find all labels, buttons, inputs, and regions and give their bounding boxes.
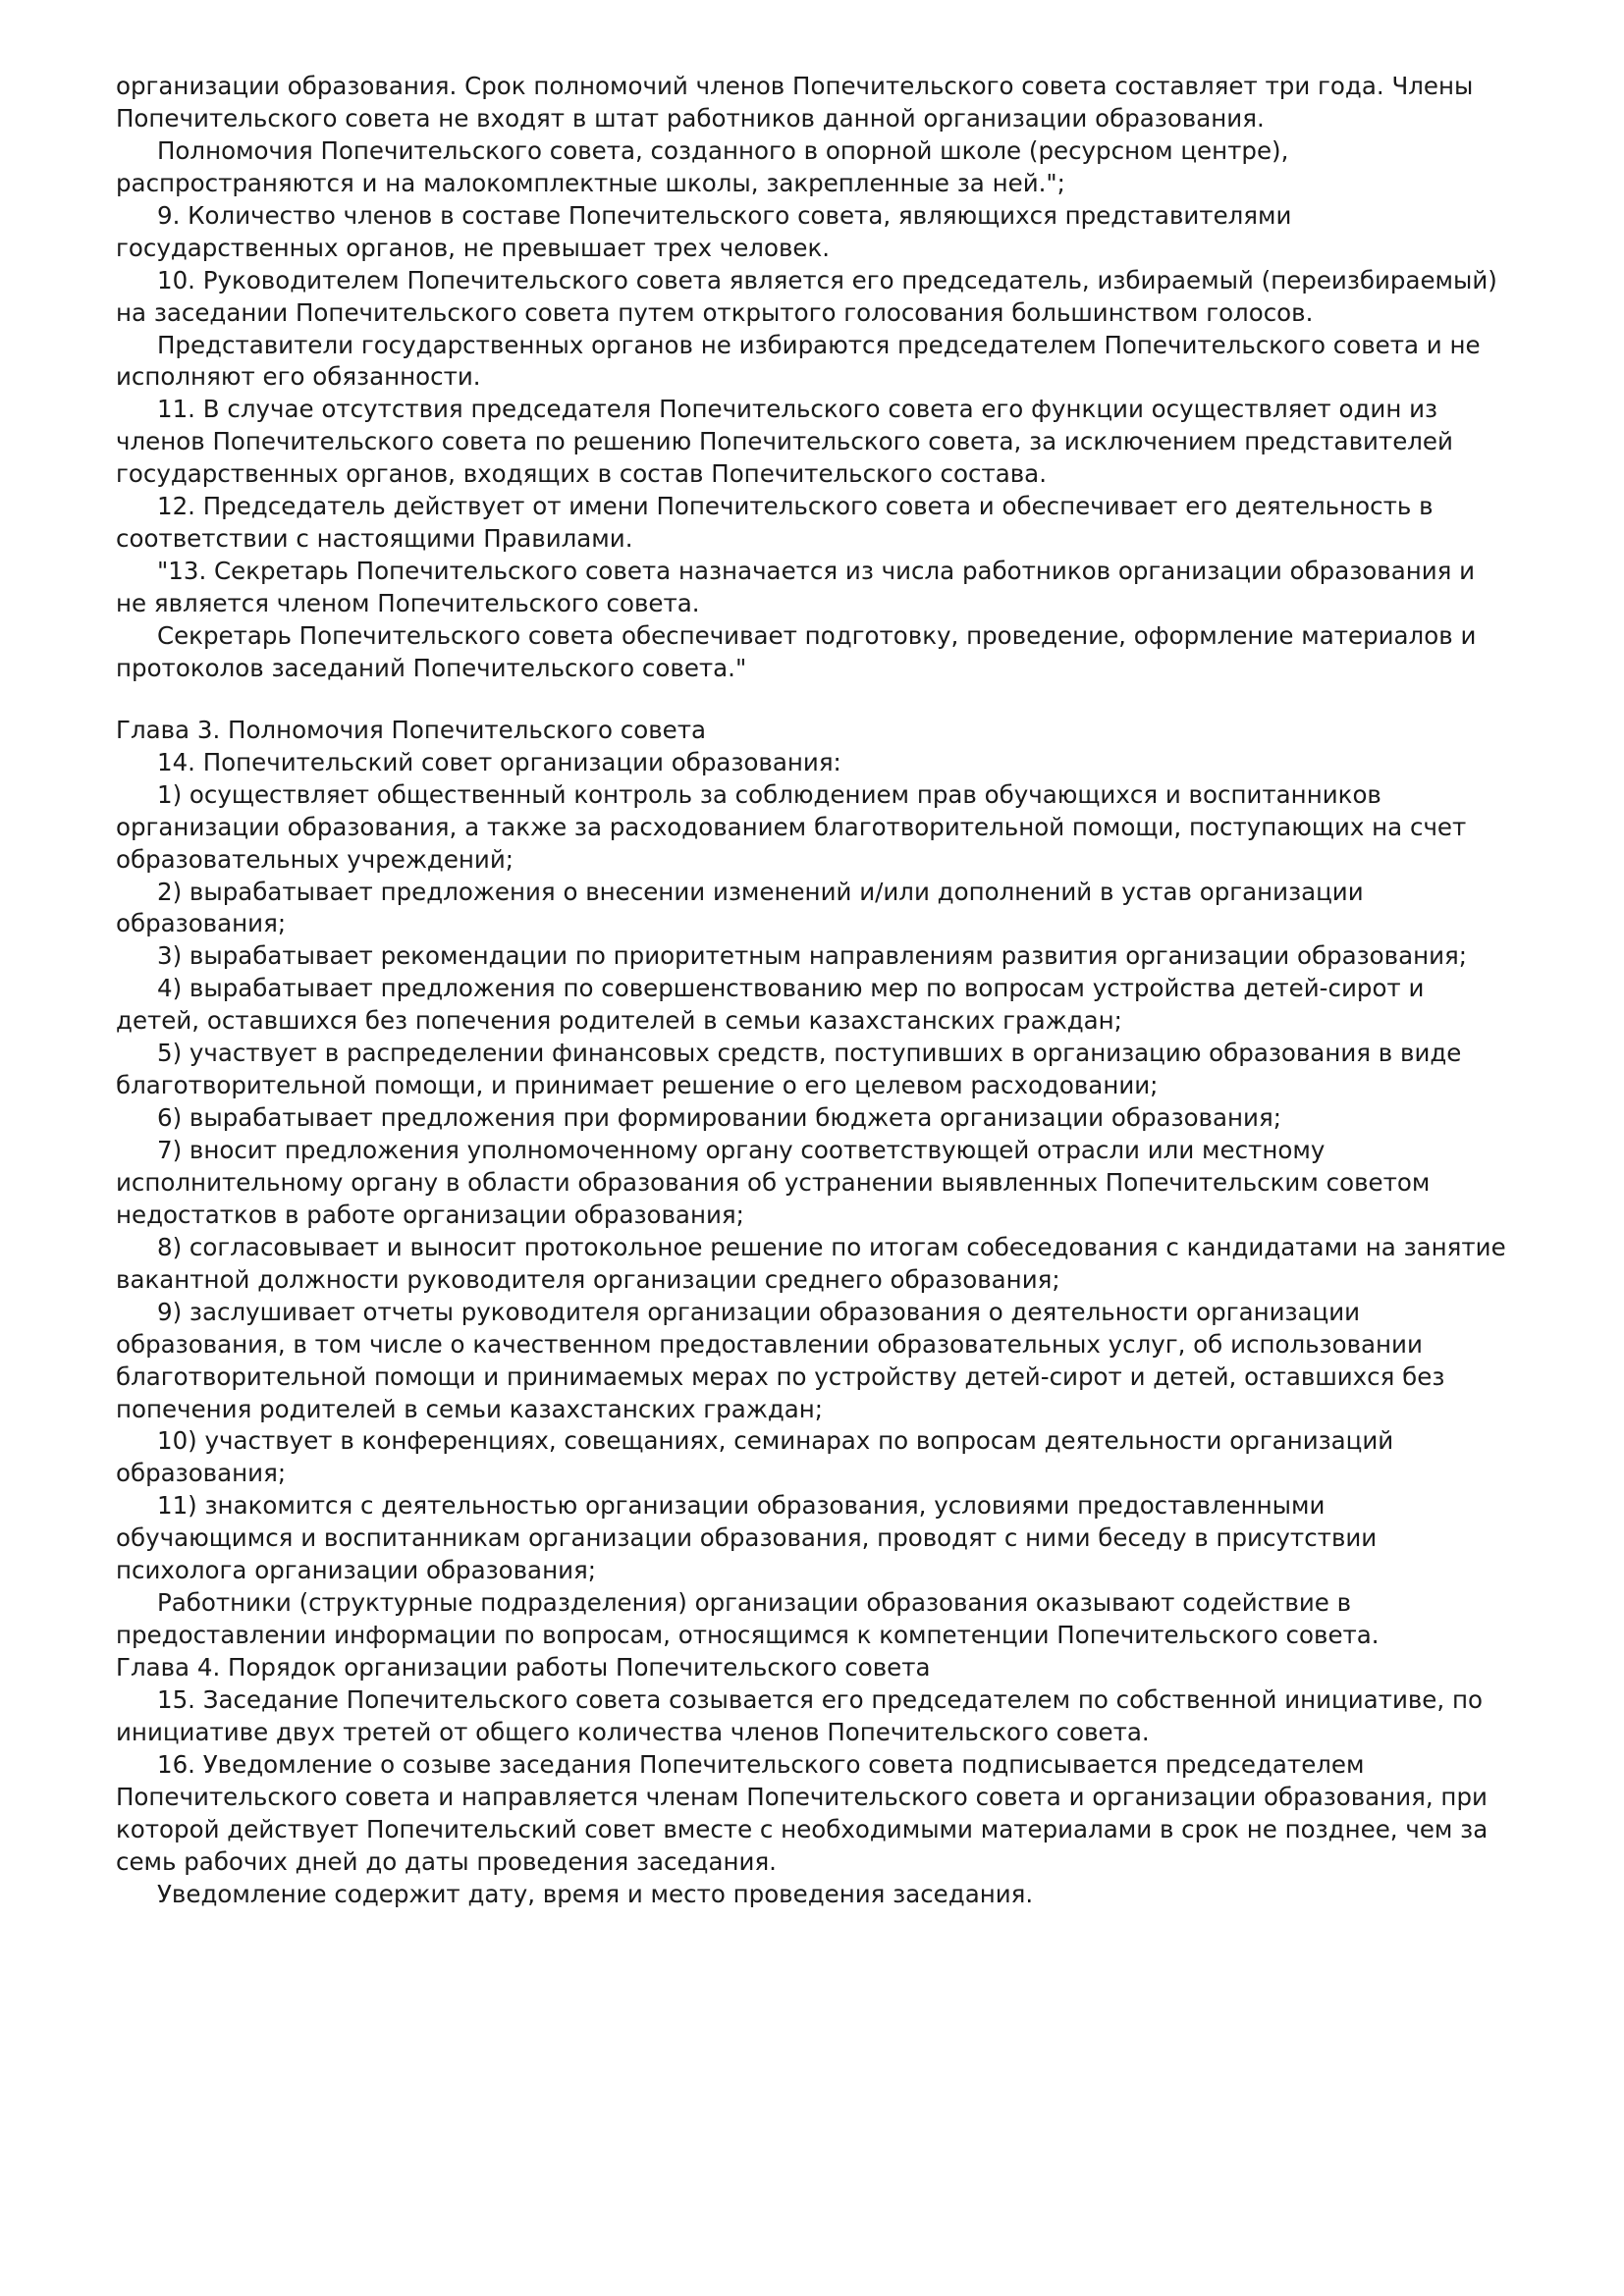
paragraph: 10) участвует в конференциях, совещаниях, семинарах по вопросам деятельности организаций образования;	[116, 1426, 1394, 1488]
paragraph: Уведомление содержит дату, время и место проведения заседания.	[157, 1879, 1034, 1908]
paragraph: Работники (структурные подразделения) организации образования оказывают содействие в предоставлении информации по вопросам, относящимся к компетенции Попечительского совета.	[116, 1588, 1380, 1650]
paragraph-spacer	[116, 685, 1508, 715]
paragraph: 1) осуществляет общественный контроль за соблюдением прав обучающихся и воспитанников организации образования, а также за расходованием благотворительной помощи, поступающих на счет образовательных учреждений;	[116, 779, 1467, 874]
paragraph: 6) вырабатывает предложения при формировании бюджета организации образования;	[157, 1103, 1281, 1133]
paragraph: 11) знакомится с деятельностью организации образования, условиями предоставленными обучающимся и воспитанникам организации образования, проводят с ними беседу в присутствии психолога организации образования;	[116, 1491, 1378, 1585]
section-heading: Глава 4. Порядок организации работы Попечительского совета	[116, 1653, 931, 1682]
paragraph: 15. Заседание Попечительского совета созывается его председателем по собственной инициативе, по инициативе двух третей от общего количества членов Попечительского совета.	[116, 1684, 1483, 1746]
paragraph: 2) вырабатывает предложения о внесении изменений и/или дополнений в устав организации образования;	[116, 877, 1364, 938]
paragraph: 16. Уведомление о созыве заседания Попечительского совета подписывается председателем Попечительского совета и направляется членам Попечительского совета и организации образования, при которой действует Попечительский совет вместе с необходимыми материалами в срок не позднее, чем за семь рабочих дней до даты проведения заседания.	[116, 1749, 1489, 1876]
paragraph: Полномочия Попечительского совета, созданного в опорной школе (ресурсном центре), распространяются и на малокомплектные школы, закрепленные за ней.";	[116, 135, 1289, 197]
paragraph: 9) заслушивает отчеты руководителя организации образования о деятельности организации образования, в том числе о качественном предоставлении образовательных услуг, об использовании благотворительной помощи и принимаемых мерах по устройству детей-сирот и детей, оставшихся без попечения родителей в семьи казахстанских граждан;	[116, 1297, 1445, 1423]
paragraph: Секретарь Попечительского совета обеспечивает подготовку, проведение, оформление материалов и протоколов заседаний Попечительского совета."	[116, 620, 1477, 682]
paragraph: 7) вносит предложения уполномоченному органу соответствующей отрасли или местному исполнительному органу в области образования об устранении выявленных Попечительским советом недостатков в работе организации образования;	[116, 1136, 1431, 1229]
document-body	[116, 71, 1508, 1911]
paragraph: 10. Руководителем Попечительского совета является его председатель, избираемый (переизбираемый) на заседании Попечительского совета путем открытого голосования большинством голосов.	[116, 265, 1497, 327]
paragraph: 14. Попечительский совет организации образования:	[157, 747, 841, 776]
paragraph: 11. В случае отсутствия председателя Попечительского совета его функции осуществляет один из членов Попечительского совета по решению Попечительского совета, за исключением представителей государственных органов, входящих в состав Попечительского состава.	[116, 395, 1453, 489]
paragraph: 4) вырабатывает предложения по совершенствованию мер по вопросам устройства детей-сирот и детей, оставшихся без попечения родителей в семьи казахстанских граждан;	[116, 974, 1425, 1036]
paragraph: 5) участвует в распределении финансовых средств, поступивших в организацию образования в виде благотворительной помощи, и принимает решение о его целевом расходовании;	[116, 1039, 1462, 1100]
paragraph: организации образования. Срок полномочий членов Попечительского совета составляет три года. Члены Попечительского совета не входят в штат работников данной организации образования.	[116, 72, 1474, 133]
paragraph: 3) вырабатывает рекомендации по приоритетным направлениям развития организации образования;	[157, 941, 1468, 971]
paragraph: 9. Количество членов в составе Попечительского совета, являющихся представителями государственных органов, не превышает трех человек.	[116, 200, 1292, 262]
section-heading: Глава 3. Полномочия Попечительского совета	[116, 715, 707, 744]
paragraph: 12. Председатель действует от имени Попечительского совета и обеспечивает его деятельность в соответствии с настоящими Правилами.	[116, 492, 1434, 554]
paragraph: Представители государственных органов не избираются председателем Попечительского совета и не исполняют его обязанности.	[116, 330, 1481, 392]
paragraph: 8) согласовывает и выносит протокольное решение по итогам собеседования с кандидатами на занятие вакантной должности руководителя организации среднего образования;	[116, 1232, 1506, 1294]
paragraph: "13. Секретарь Попечительского совета назначается из числа работников организации образования и не является членом Попечительского совета.	[116, 557, 1476, 617]
